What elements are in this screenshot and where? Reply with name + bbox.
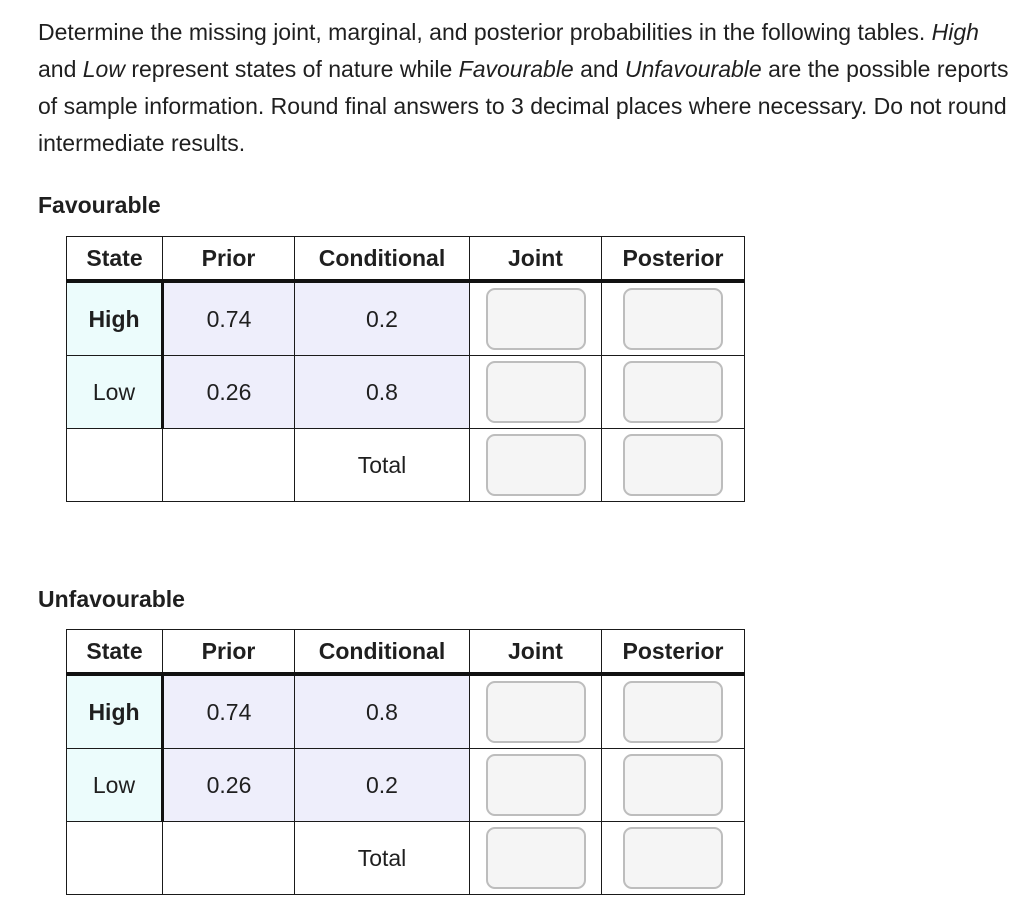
joint-input-high[interactable] <box>486 681 586 743</box>
state-cell-low: Low <box>67 749 163 822</box>
conditional-cell: 0.2 <box>295 749 470 822</box>
prior-cell: 0.26 <box>163 749 295 822</box>
posterior-cell <box>602 822 745 895</box>
posterior-cell <box>602 281 745 356</box>
conditional-cell: 0.8 <box>295 674 470 749</box>
favourable-term: Favourable <box>458 56 574 82</box>
table-row-low <box>67 356 745 429</box>
header-prior: Prior <box>163 237 295 282</box>
prior-cell: 0.74 <box>163 674 295 749</box>
favourable-table <box>66 236 745 502</box>
header-posterior: Posterior <box>602 630 745 675</box>
joint-cell <box>470 822 602 895</box>
table-row-high <box>67 674 745 749</box>
instructions-text <box>38 14 1013 162</box>
header-conditional: Conditional <box>295 630 470 675</box>
posterior-cell <box>602 429 745 502</box>
instructions-part-1: Determine the missing joint, marginal, and posterior probabilities in the following tables. <box>38 19 932 45</box>
low-term: Low <box>82 56 125 82</box>
table-row-high <box>67 281 745 356</box>
state-cell-low: Low <box>67 356 163 429</box>
posterior-cell <box>602 356 745 429</box>
instructions-and-1: and <box>38 56 83 82</box>
header-conditional: Conditional <box>295 237 470 282</box>
joint-input-total[interactable] <box>486 434 586 496</box>
total-label: Total <box>295 429 470 502</box>
empty-cell <box>163 429 295 502</box>
instructions-and-2: and <box>573 56 625 82</box>
empty-cell <box>67 822 163 895</box>
posterior-input-low[interactable] <box>623 754 723 816</box>
unfavourable-term: Unfavourable <box>624 56 762 82</box>
table-row-low <box>67 749 745 822</box>
joint-input-high[interactable] <box>486 288 586 350</box>
header-joint: Joint <box>470 630 602 675</box>
state-cell-high: High <box>67 281 163 356</box>
joint-input-low[interactable] <box>486 754 586 816</box>
header-prior: Prior <box>163 630 295 675</box>
header-joint: Joint <box>470 237 602 282</box>
posterior-cell <box>602 749 745 822</box>
prior-cell: 0.74 <box>163 281 295 356</box>
joint-input-low[interactable] <box>486 361 586 423</box>
header-row <box>67 237 745 282</box>
table-row-total <box>67 822 745 895</box>
posterior-input-high[interactable] <box>623 681 723 743</box>
high-term: High <box>931 19 979 45</box>
instructions-part-2: represent states of nature while <box>124 56 459 82</box>
header-posterior: Posterior <box>602 237 745 282</box>
posterior-input-total[interactable] <box>623 827 723 889</box>
posterior-cell <box>602 674 745 749</box>
header-row <box>67 630 745 675</box>
header-state: State <box>67 237 163 282</box>
joint-cell <box>470 429 602 502</box>
favourable-section-title: Favourable <box>38 192 161 218</box>
table-row-total <box>67 429 745 502</box>
prior-cell: 0.26 <box>163 356 295 429</box>
joint-cell <box>470 674 602 749</box>
joint-cell <box>470 749 602 822</box>
posterior-input-total[interactable] <box>623 434 723 496</box>
instructions-part-3: are the possible reports of sample information. Round final answers to 3 decimal places where necessary. Do not round intermediate results. <box>38 56 1009 156</box>
joint-input-total[interactable] <box>486 827 586 889</box>
joint-cell <box>470 356 602 429</box>
posterior-input-high[interactable] <box>623 288 723 350</box>
empty-cell <box>163 822 295 895</box>
state-cell-high: High <box>67 674 163 749</box>
conditional-cell: 0.2 <box>295 281 470 356</box>
conditional-cell: 0.8 <box>295 356 470 429</box>
header-state: State <box>67 630 163 675</box>
joint-cell <box>470 281 602 356</box>
empty-cell <box>67 429 163 502</box>
posterior-input-low[interactable] <box>623 361 723 423</box>
unfavourable-section-title: Unfavourable <box>38 586 185 612</box>
total-label: Total <box>295 822 470 895</box>
unfavourable-table <box>66 629 745 895</box>
